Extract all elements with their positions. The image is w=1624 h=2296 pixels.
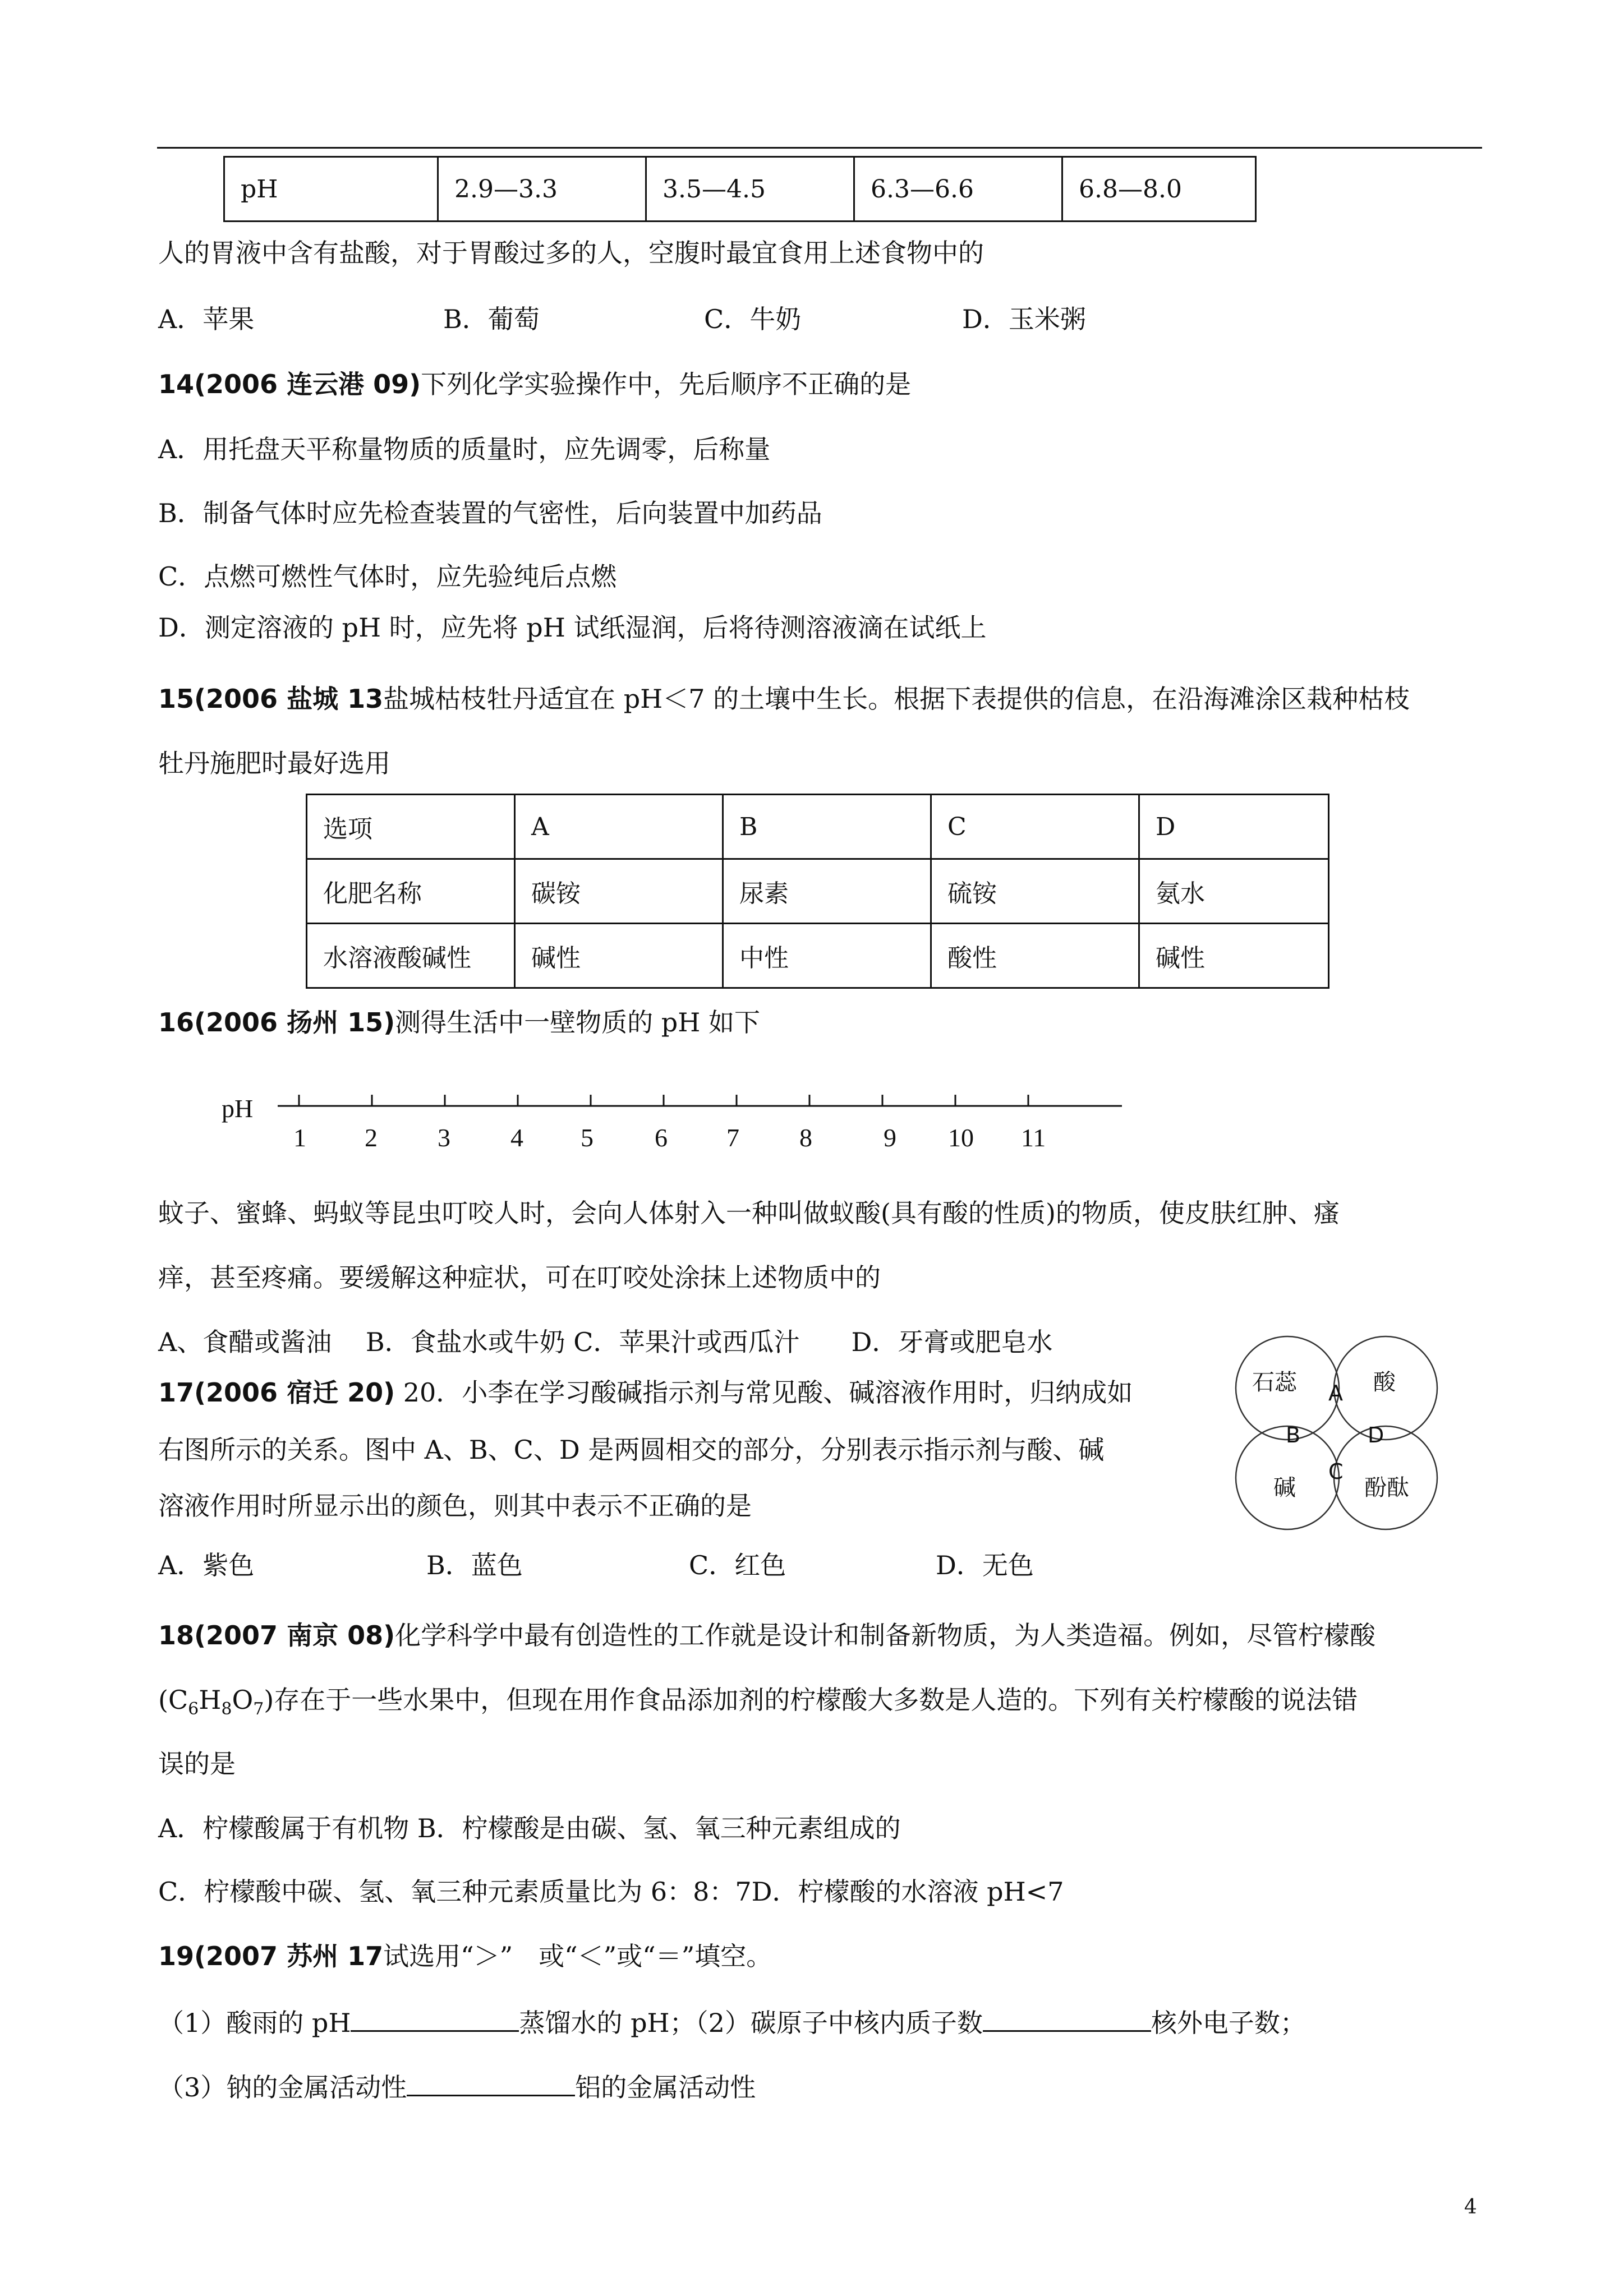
- circle-label-acid: 酸: [1373, 1370, 1396, 1395]
- region-label-d: D: [1368, 1423, 1384, 1447]
- q13-option-a: A．苹果: [158, 304, 255, 334]
- ph-tick-label: 2: [365, 1123, 378, 1152]
- q15-stem-line1: [158, 686, 1410, 712]
- q16-para-line1: 蚊子、蜜蜂、蚂蚁等昆虫叮咬人时，会向人体射入一种叫做蚁酸(具有酸的性质)的物质，使皮肤红肿、瘙: [158, 1198, 1340, 1228]
- answer-blank-1[interactable]: [351, 2008, 519, 2032]
- fertilizer-table-cell: 化肥名称: [307, 859, 515, 924]
- q17-stem: 20．小李在学习酸碱指示剂与常见酸、碱溶液作用时，归纳成如: [403, 1377, 1133, 1408]
- ph-table-cell: 3.5—4.5: [646, 157, 854, 222]
- header-rule: [157, 147, 1482, 149]
- q13-option-b: B．葡萄: [443, 304, 540, 334]
- q16-stem: 测得生活中一壁物质的 pH 如下: [395, 1007, 760, 1038]
- formula-sub-8: 8: [221, 1699, 232, 1719]
- ph-table-cell: 2.9—3.3: [438, 157, 646, 222]
- q19-line1-part2: 蒸馏水的 pH；（2）碳原子中核内质子数: [519, 2008, 983, 2038]
- formula-sub-6: 6: [188, 1699, 199, 1719]
- q19-line2-part1: （3）钠的金属活动性: [158, 2072, 407, 2103]
- ph-tick-label: 4: [510, 1123, 523, 1152]
- answer-blank-3[interactable]: [407, 2072, 575, 2096]
- q16-para-line2: 痒，甚至疼痛。要缓解这种症状，可在叮咬处涂抹上述物质中的: [158, 1262, 881, 1293]
- q18-line1: [158, 1622, 1375, 1648]
- ph-tick-label: 10: [948, 1123, 974, 1152]
- fertilizer-table-cell: 酸性: [931, 924, 1139, 988]
- q14-stem: 下列化学实验操作中，先后顺序不正确的是: [421, 369, 912, 399]
- ph-tick-label: 9: [884, 1123, 896, 1152]
- q18-line2: [158, 1687, 1358, 1718]
- fertilizer-table-cell: 中性: [723, 924, 931, 988]
- q15-source: 15(2006 盐城 13: [158, 684, 384, 714]
- region-label-a: A: [1328, 1381, 1343, 1405]
- answer-blank-2[interactable]: [983, 2008, 1151, 2032]
- q13-stem: 人的胃液中含有盐酸，对于胃酸过多的人，空腹时最宜食用上述食物中的: [158, 238, 984, 268]
- q16-source: 16(2006 扬州 15): [158, 1007, 395, 1038]
- q18-source: 18(2007 南京 08): [158, 1620, 395, 1650]
- ph-tick-label: 11: [1021, 1123, 1046, 1152]
- ph-tick-label: 6: [655, 1123, 668, 1152]
- region-label-c: C: [1328, 1459, 1344, 1484]
- q19-stem-line: [158, 1943, 772, 1969]
- fertilizer-table-cell: 碱性: [1139, 924, 1329, 988]
- q19-source: 19(2007 苏州 17: [158, 1941, 384, 1971]
- q15-stem: 盐城枯枝牡丹适宜在 pH＜7 的土壤中生长。根据下表提供的信息，在沿海滩涂区栽种枯枝: [383, 684, 1410, 714]
- fertilizer-table-cell: 选项: [307, 795, 515, 859]
- ph-table-cell: 6.8—8.0: [1062, 157, 1256, 222]
- formula-open: (C: [158, 1685, 188, 1715]
- q15-stem-line2: 牡丹施肥时最好选用: [158, 748, 390, 778]
- fertilizer-table-cell: 碱性: [515, 924, 723, 988]
- q14-option-c: C．点燃可燃性气体时，应先验纯后点燃: [158, 561, 617, 592]
- ph-tick-label: 8: [799, 1123, 812, 1152]
- circle-label-base: 碱: [1273, 1475, 1296, 1501]
- q14-stem-line: [158, 371, 911, 397]
- ph-scale-label: pH: [222, 1094, 254, 1123]
- ph-tick-label: 3: [438, 1123, 450, 1152]
- formula-sub-7: 7: [253, 1699, 264, 1719]
- q19-line1-part3: 核外电子数；: [1151, 2008, 1306, 2038]
- q17-option-b: B．蓝色: [426, 1550, 523, 1580]
- ph-tick-label: 7: [726, 1123, 739, 1152]
- q19-stem: 试选用“＞” 或“＜”或“＝”填空。: [383, 1941, 772, 1971]
- q19-line1: [158, 2008, 1306, 2036]
- q19-line1-part1: （1）酸雨的 pH: [158, 2008, 351, 2038]
- fertilizer-table-cell: 氨水: [1139, 859, 1329, 924]
- q14-source: 14(2006 连云港 09): [158, 369, 421, 399]
- ph-scale: [222, 1082, 1125, 1152]
- fertilizer-table: [306, 794, 1329, 989]
- q19-line2-part2: 铝的金属活动性: [575, 2072, 756, 2103]
- ph-table-cell: pH: [224, 157, 438, 222]
- region-label-b: B: [1286, 1423, 1301, 1447]
- q17-source: 17(2006 宿迁 20): [158, 1377, 395, 1408]
- q17-option-c: C．红色: [689, 1550, 786, 1580]
- q14-option-a: A．用托盘天平称量物质的质量时，应先调零，后称量: [158, 434, 771, 464]
- q16-options: A、食醋或酱油 B．食盐水或牛奶 C．苹果汁或西瓜汁 D．牙膏或肥皂水: [158, 1327, 1053, 1357]
- ph-scale-axis: [222, 1082, 1125, 1144]
- ph-tick-label: 5: [581, 1123, 594, 1152]
- fertilizer-table-cell: A: [515, 795, 723, 859]
- fertilizer-table-cell: 水溶液酸碱性: [307, 924, 515, 988]
- fertilizer-table-cell: C: [931, 795, 1139, 859]
- q13-option-c: C．牛奶: [704, 304, 802, 334]
- fertilizer-table-cell: B: [723, 795, 931, 859]
- formula-h: H: [199, 1685, 222, 1715]
- q19-line2: [158, 2072, 756, 2103]
- q17-option-a: A．紫色: [158, 1550, 255, 1580]
- q16-stem-line: [158, 1007, 760, 1038]
- q18-stem: 化学科学中最有创造性的工作就是设计和制备新物质，为人类造福。例如，尽管柠檬酸: [395, 1620, 1376, 1650]
- q17-option-d: D．无色: [936, 1550, 1034, 1580]
- q18-options-line1: A．柠檬酸属于有机物 B．柠檬酸是由碳、氢、氧三种元素组成的: [158, 1813, 901, 1843]
- page-number: 4: [1464, 2196, 1477, 2219]
- fertilizer-table-cell: 尿素: [723, 859, 931, 924]
- q17-line3: 溶液作用时所显示出的颜色，则其中表示不正确的是: [158, 1491, 752, 1521]
- formula-o: O: [232, 1685, 254, 1715]
- fertilizer-table-cell: 碳铵: [515, 859, 723, 924]
- circle-label-litmus: 石蕊: [1252, 1370, 1297, 1395]
- q18-line2-text: )存在于一些水果中，但现在用作食品添加剂的柠檬酸大多数是人造的。下列有关柠檬酸的说法错: [264, 1685, 1358, 1715]
- q18-line3: 误的是: [158, 1749, 236, 1779]
- q18-options-line2: C．柠檬酸中碳、氢、氧三种元素质量比为 6：8：7D．柠檬酸的水溶液 pH<7: [158, 1877, 1064, 1907]
- q17-line1: [158, 1377, 1133, 1408]
- fertilizer-table-cell: 硫铵: [931, 859, 1139, 924]
- ph-tick-label: 1: [293, 1123, 306, 1152]
- venn-circles: [1223, 1332, 1470, 1534]
- q17-line2: 右图所示的关系。图中 A、B、C、D 是两圆相交的部分，分别表示指示剂与酸、碱: [158, 1435, 1105, 1465]
- fertilizer-table-cell: D: [1139, 795, 1329, 859]
- ph-table: [223, 156, 1257, 222]
- circle-label-phenolphthalein: 酚酞: [1364, 1475, 1409, 1501]
- q14-option-d: D．测定溶液的 pH 时，应先将 pH 试纸湿润，后将待测溶液滴在试纸上: [158, 612, 987, 643]
- indicator-venn-diagram: [1223, 1332, 1470, 1534]
- q14-option-b: B．制备气体时应先检查装置的气密性，后向装置中加药品: [158, 498, 822, 528]
- ph-table-cell: 6.3—6.6: [854, 157, 1062, 222]
- q13-option-d: D．玉米粥: [962, 304, 1086, 334]
